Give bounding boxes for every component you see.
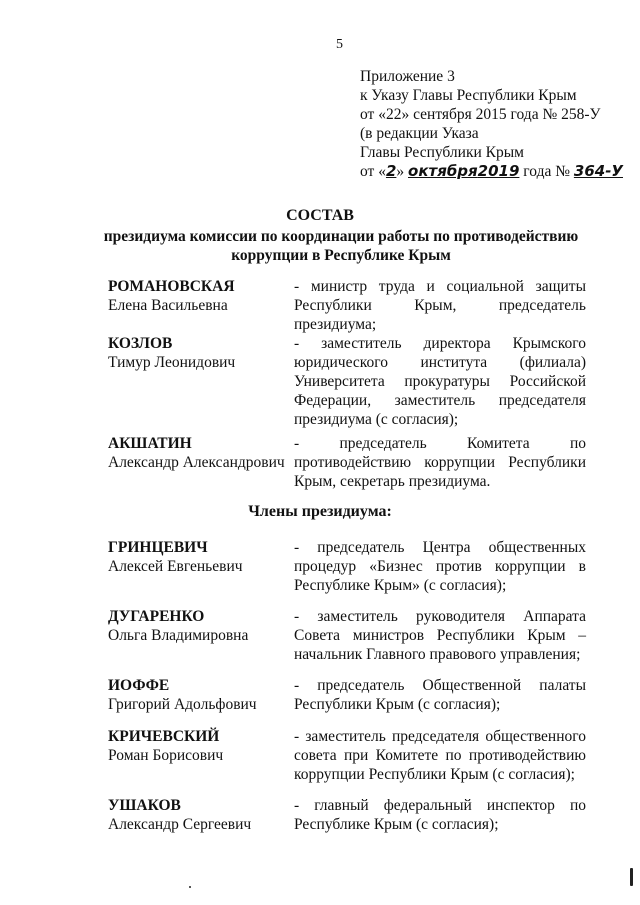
date-prefix: от « <box>360 163 386 180</box>
scan-mark <box>630 868 633 886</box>
person-position: - министр труда и социальной защиты Республики Крым, председатель президиума; <box>294 278 586 333</box>
person-surname: КОЗЛОВ <box>108 335 173 352</box>
person-given-name: Ольга Владимировна <box>108 627 249 644</box>
date-suffix: года № <box>519 163 574 180</box>
person-name <box>108 434 288 472</box>
handwritten-number: 364-У <box>573 162 623 180</box>
person-given-name: Елена Васильевна <box>108 297 228 314</box>
person-position: - заместитель директора Крымского юридического института (филиала) Университета прокуратуры Российской Федерации, заместитель председателя президиума (с согласия); <box>294 335 586 428</box>
person-name <box>108 334 288 372</box>
person-given-name: Тимур Леонидович <box>108 354 236 371</box>
handwritten-day: 2 <box>385 162 397 180</box>
person-name <box>108 676 288 714</box>
person-position: - председатель Центра общественных процедур «Бизнес против коррупции в Республике Крым» (с согласия); <box>294 539 586 594</box>
handwritten-month: октября <box>408 162 478 180</box>
appendix-line-3: от «22» сентября 2015 года № 258-У <box>360 106 601 123</box>
scan-dot <box>189 886 191 888</box>
person-surname: АКШАТИН <box>108 435 192 452</box>
page-number: 5 <box>336 37 343 52</box>
person-surname: УШАКОВ <box>108 797 181 814</box>
person-given-name: Александр Александрович <box>108 454 285 471</box>
person-position: - председатель Комитета по противодействию коррупции Республики Крым, секретарь президиума. <box>294 435 586 490</box>
document-subtitle: президиума комиссии по координации работы по противодействию коррупции в Республике Крым <box>103 228 579 264</box>
person-surname: ДУГАРЕНКО <box>108 608 205 625</box>
person-position: - заместитель председателя общественного совета при Комитете по противодействию коррупции Республики Крым (с согласия); <box>294 728 586 783</box>
person-surname: КРИЧЕВСКИЙ <box>108 728 220 745</box>
appendix-line-4: (в редакции Указа <box>360 125 479 142</box>
handwritten-year: 2019 <box>477 162 520 180</box>
document-title: СОСТАВ <box>286 207 354 224</box>
date-mid: » <box>396 163 409 180</box>
person-given-name: Роман Борисович <box>108 747 224 764</box>
person-position: - главный федеральный инспектор по Республике Крым (с согласия); <box>294 797 586 833</box>
person-name <box>108 727 288 765</box>
appendix-line-6 <box>360 162 623 181</box>
appendix-line-2: к Указу Главы Республики Крым <box>360 87 577 104</box>
person-name <box>108 607 288 645</box>
person-given-name: Александр Сергеевич <box>108 816 252 833</box>
person-name <box>108 796 288 834</box>
person-name <box>108 538 288 576</box>
person-surname: ГРИНЦЕВИЧ <box>108 539 208 556</box>
person-position: - заместитель руководителя Аппарата Совета министров Республики Крым – начальник Главного правового управления; <box>294 608 586 663</box>
appendix-line-1: Приложение 3 <box>360 68 455 85</box>
person-given-name: Григорий Адольфович <box>108 696 257 713</box>
person-position: - председатель Общественной палаты Республики Крым (с согласия); <box>294 677 586 713</box>
appendix-header <box>360 67 623 181</box>
person-name <box>108 277 288 315</box>
person-surname: ИОФФЕ <box>108 677 170 694</box>
appendix-line-5: Главы Республики Крым <box>360 144 524 161</box>
person-surname: РОМАНОВСКАЯ <box>108 278 235 295</box>
person-given-name: Алексей Евгеньевич <box>108 558 243 575</box>
members-heading: Члены президиума: <box>248 503 392 520</box>
